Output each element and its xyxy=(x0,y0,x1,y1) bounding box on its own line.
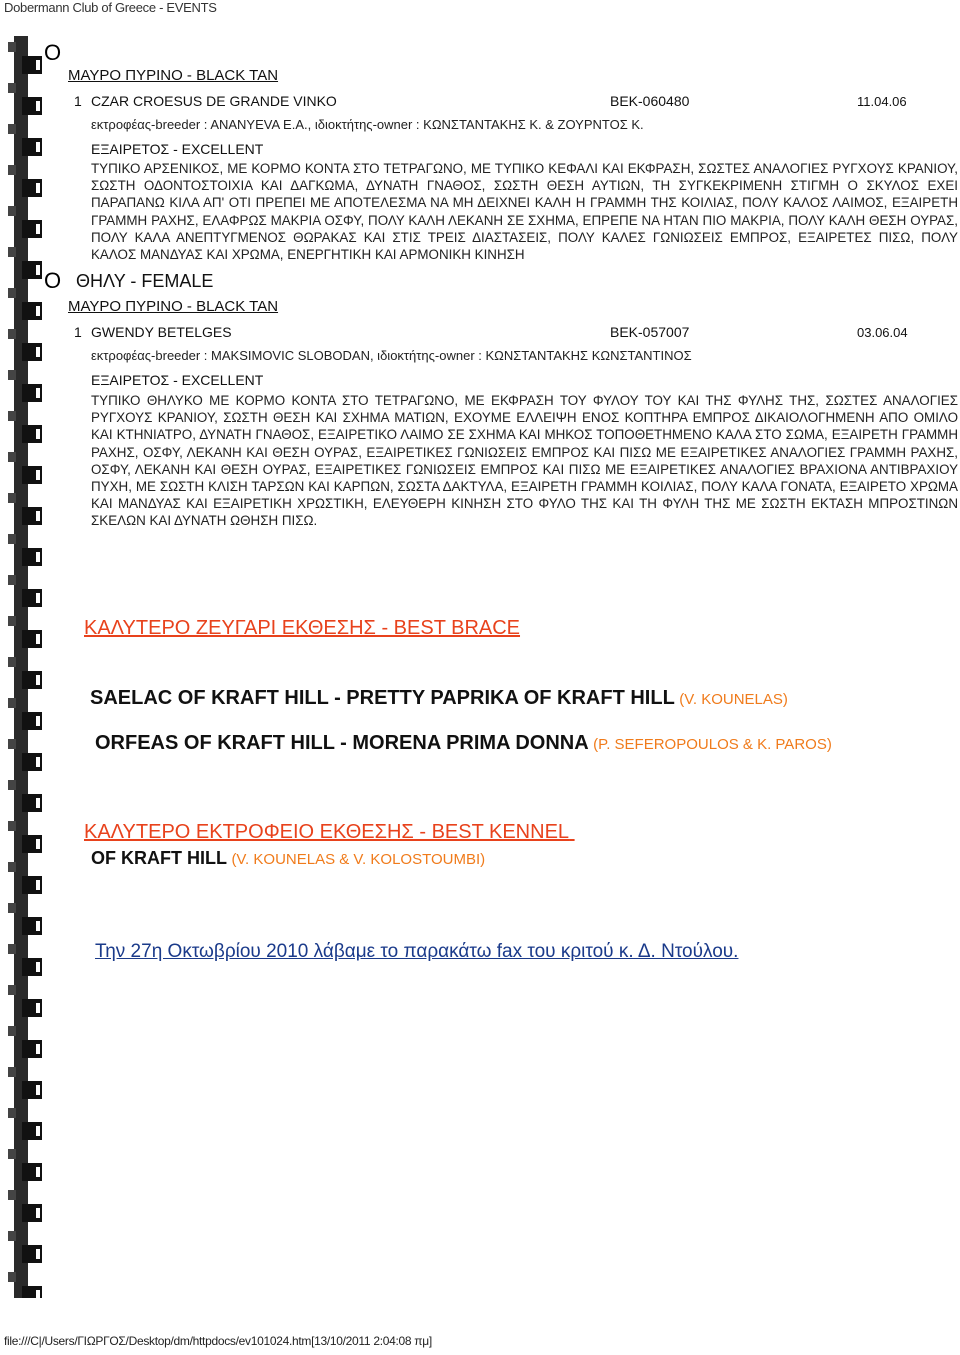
entry-dog-name: CZAR CROESUS DE GRANDE VINKO xyxy=(91,93,337,109)
brace-pair xyxy=(90,687,788,710)
filmstrip-hole xyxy=(36,962,40,972)
best-kennel-heading xyxy=(84,821,575,844)
kennel-owner: (V. KOUNELAS & V. KOLOSTOUMBI) xyxy=(231,851,486,868)
critique-text: ΤΥΠΙΚΟ ΑΡΣΕΝΙΚΟΣ, ΜΕ ΚΟΡΜΟ ΚΟΝΤΑ ΣΤΟ ΤΕΤΡΑΓΩΝΟ, ΜΕ ΤΥΠΙΚΟ ΚΕΦΑΛΙ ΚΑΙ ΕΚΦΡΑΣΗ, ΣΩΣΤΕΣ ΑΝΑΛΟΓΙΕΣ ΡΥΓΧΟΥΣ ΚΡΑΝΙΟΥ, ΣΩΣΤΗ ΟΔΟΝΤΟΣΤΟΙΧΙΑ ΚΑΙ ΔΑΓΚΩΜΑ, ΔΥΝΑΤΗ ΓΝΑΘΟΣ, ΣΩΣΤΗ ΘΕΣΗ ΑΥΤΙΩΝ, ΤΗ ΣΥΓΚΕΚΡΙΜΕΝΗ ΣΤΙΓΜΗ Ο ΣΚΥΛΟΣ ΕΧΕΙ ΠΑΡΑΠΑΝΩ ΚΙΛΑ ΑΠ' ΟΤΙ ΠΡΕΠΕΙ ΜΕ ΑΠΟΤΕΛΕΣΜΑ ΝΑ ΜΗ ΔΕΙΧΝΕΙ ΚΑΛΗ Η ΓΡΑΜΜΗ ΤΗΣ ΚΟΙΛΙΑΣ, ΠΟΛΥ ΚΑΛΟΣ ΛΑΙΜΟΣ, ΕΞΑΙΡΕΤΗ ΓΡΑΜΜΗ ΡΑΧΗΣ, ΕΛΑΦΡΩΣ ΜΑΚΡΙΑ ΟΣΦΥ, ΠΟΛΥ ΚΑΛΗ ΛΕΚΑΝΗ ΣΕ ΣΧΗΜΑ, ΕΠΡΕΠΕ ΝΑ ΗΤΑΝ ΠΙΟ ΜΑΚΡΙΑ, ΠΟΛΥ ΚΑΛΗ ΘΕΣΗ ΟΥΡΑΣ, ΠΟΛΥ ΚΑΛΑ ΑΝΕΠΤΥΓΜΕΝΟΣ ΘΩΡΑΚΑΣ ΚΑΙ ΣΤΙΣ ΤΡΕΙΣ ΔΙΑΣΤΑΣΕΙΣ, ΠΟΛΥ ΚΑΛΕΣ ΓΩΝΙΩΣΕΙΣ ΕΜΠΡΟΣ, ΕΞΑΙΡΕΤΕΣ ΠΙΣΩ, ΠΟΛΥ ΚΑΛΟΣ ΜΑΝΔΥΑΣ ΚΑΙ ΧΡΩΜΑ, ΕΝΕΡΓΗΤΙΚΗ ΚΑΙ ΑΡΜΟΝΙΚΗ ΚΙΝΗΣΗ xyxy=(91,161,958,263)
filmstrip-notch xyxy=(8,165,16,175)
filmstrip-notch xyxy=(8,862,16,872)
kennel-name: OF KRAFT HILL xyxy=(91,848,227,868)
filmstrip-hole xyxy=(36,798,40,808)
filmstrip-notch xyxy=(8,42,16,52)
filmstrip-hole xyxy=(36,1249,40,1259)
filmstrip-hole xyxy=(36,552,40,562)
filmstrip-hole xyxy=(36,1044,40,1054)
filmstrip-notch xyxy=(8,1067,16,1077)
filmstrip-hole xyxy=(36,880,40,890)
critique-text: ΤΥΠΙΚΟ ΘΗΛΥΚΟ ΜΕ ΚΟΡΜΟ ΚΟΝΤΑ ΣΤΟ ΤΕΤΡΑΓΩΝΟ, ΜΕ ΕΚΦΡΑΣΗ ΤΟΥ ΦΥΛΟΥ ΤΟΥ ΚΑΙ ΤΗΣ ΦΥΛΗΣ ΤΗΣ, ΣΩΣΤΕΣ ΑΝΑΛΟΓΙΕΣ ΡΥΓΧΟΥΣ ΚΡΑΝΙΟΥ, ΣΩΣΤΗ ΘΕΣΗ ΚΑΙ ΣΧΗΜΑ ΜΑΤΙΩΝ, ΕΧΟΥΜΕ ΕΛΛΕΙΨΗ ΕΝΟΣ ΚΟΠΤΗΡΑ ΕΜΠΡΟΣ ΔΙΚΑΙΟΛΟΓΗΜΕΝΗ ΑΠΟ ΟΜΙΛΟ ΚΑΙ ΚΤΗΝΙΑΤΡΟ, ΔΥΝΑΤΗ ΓΝΑΘΟΣ, ΕΞΑΙΡΕΤΙΚΟ ΛΑΙΜΟ ΣΕ ΣΧΗΜΑ ΚΑΙ ΜΗΚΟΣ ΤΟΠΟΘΕΤΗΜΕΝΟ ΚΑΛΑ ΣΤΟ ΣΩΜΑ, ΕΞΑΙΡΕΤΗ ΓΡΑΜΜΗ ΡΑΧΗΣ, ΟΣΦΥ, ΛΕΚΑΝΗ ΚΑΙ ΘΕΣΗ ΟΥΡΑΣ, ΕΞΑΙΡΕΤΙΚΕΣ ΓΩΝΙΩΣΕΙΣ ΕΜΠΡΟΣ ΚΑΙ ΠΙΣΩ ΜΕ ΕΞΑΙΡΕΤΙΚΕΣ ΑΝΑΛΟΓΙΕΣ ΓΡΑΜΜΗ ΡΑΧΗΣ, ΟΣΦΥ, ΛΕΚΑΝΗ ΚΑΙ ΘΕΣΗ ΟΥΡΑΣ, ΕΞΑΙΡΕΤΙΚΕΣ ΓΩΝΙΩΣΕΙΣ ΕΜΠΡΟΣ ΚΑΙ ΠΙΣΩ ΜΕ ΕΞΑΙΡΕΤΙΚΕΣ ΑΝΑΛΟΓΙΕΣ ΒΡΑΧΙΟΝΑ ΑΝΤΙΒΡΑΧΙΟΥ ΠΥΧΗ, ΜΕ ΣΩΣΤΗ ΚΛΙΣΗ ΤΑΡΣΩΝ ΚΑΙ ΚΑΡΠΩΝ, ΣΩΣΤΑ ΔΑΚΤΥΛΑ, ΕΞΑΙΡΕΤΗ ΓΡΑΜΜΗ ΚΟΙΛΙΑΣ, ΠΟΛΥ ΚΑΛΑ ΓΟΝΑΤΑ, ΕΞΑΙΡΕΤΟ ΧΡΩΜΑ ΚΑΙ ΜΑΝΔΥΑΣ ΚΑΙ ΕΞΑΙΡΕΤΙΚΗ ΧΡΩΣΤΙΚΗ, ΕΛΕΥΘΕΡΗ ΚΙΝΗΣΗ ΣΤΟ ΦΥΛΟ ΤΗΣ ΚΑΙ ΤΗ ΦΥΛΗ ΤΗΣ ΜΕ ΣΩΣΤΗ ΕΚΤΑΣΗ ΜΠΡΟΣΤΙΝΩΝ ΣΚΕΛΩΝ ΚΑΙ ΔΥΝΑΤΗ ΩΘΗΣΗ ΠΙΣΩ. xyxy=(91,393,958,529)
filmstrip-notch xyxy=(8,124,16,134)
filmstrip-notch xyxy=(8,1231,16,1241)
breeder-owner-line: εκτροφέας-breeder : MAKSIMOVIC SLOBODAN, ιδιοκτήτης-owner : ΚΩΝΣΤΑΝΤΑΚΗΣ ΚΩΝΣΤΑΝΤΙΝΟΣ xyxy=(91,348,692,363)
brace-dogs: ORFEAS OF KRAFT HILL - MORENA PRIMA DONNA xyxy=(95,732,589,754)
filmstrip-notch xyxy=(8,411,16,421)
entry-number: 1 xyxy=(74,93,82,109)
filmstrip-notch xyxy=(8,698,16,708)
filmstrip-hole xyxy=(36,388,40,398)
filmstrip-notch xyxy=(8,616,16,626)
filmstrip-hole xyxy=(36,347,40,357)
filmstrip-notch xyxy=(8,206,16,216)
filmstrip-hole xyxy=(36,511,40,521)
filmstrip-notch xyxy=(8,329,16,339)
kennel-line xyxy=(91,848,485,869)
filmstrip-hole xyxy=(36,757,40,767)
filmstrip-hole xyxy=(36,839,40,849)
filmstrip-notch xyxy=(8,1026,16,1036)
filmstrip-notch xyxy=(8,493,16,503)
filmstrip-notch xyxy=(8,247,16,257)
filmstrip-hole xyxy=(36,716,40,726)
grade-label: ΕΞΑΙΡΕΤΟΣ - EXCELLENT xyxy=(91,141,264,157)
entry-birth-date: 03.06.04 xyxy=(857,325,908,340)
filmstrip-hole xyxy=(36,1126,40,1136)
ring-label-male: O xyxy=(44,40,62,65)
color-heading-male: ΜΑΥΡΟ ΠΥΡΙΝΟ - BLACK TAN xyxy=(68,67,279,84)
critique-female xyxy=(91,392,958,530)
filmstrip-notch xyxy=(8,83,16,93)
filmstrip-notch xyxy=(8,903,16,913)
brace-pair xyxy=(95,732,832,755)
judge-fax-link[interactable]: Την 27η Οκτωβρίου 2010 λάβαμε το παρακάτω fax του κριτού κ. Δ. Ντούλου. xyxy=(95,941,739,962)
filmstrip-hole xyxy=(36,60,40,70)
color-heading-female: ΜΑΥΡΟ ΠΥΡΙΝΟ - BLACK TAN xyxy=(68,298,279,315)
filmstrip-hole xyxy=(36,1003,40,1013)
entry-registration: BEK-057007 xyxy=(610,324,690,340)
filmstrip-notch xyxy=(8,452,16,462)
filmstrip-hole xyxy=(36,1208,40,1218)
entry-dog-name: GWENDY BETELGES xyxy=(91,324,232,340)
entry-birth-date: 11.04.06 xyxy=(857,94,907,109)
filmstrip-notch xyxy=(8,657,16,667)
filmstrip-hole xyxy=(36,1290,40,1298)
filmstrip-notch xyxy=(8,944,16,954)
brace-dogs: SAELAC OF KRAFT HILL - PRETTY PAPRIKA OF KRAFT HILL xyxy=(90,687,675,709)
filmstrip-notch xyxy=(8,1149,16,1159)
filmstrip-hole xyxy=(36,183,40,193)
filmstrip-notch xyxy=(8,985,16,995)
entry-number: 1 xyxy=(74,324,82,340)
filmstrip-notch xyxy=(8,780,16,790)
filmstrip-hole xyxy=(36,593,40,603)
filmstrip-hole xyxy=(36,429,40,439)
filmstrip-hole xyxy=(36,921,40,931)
filmstrip-hole xyxy=(36,675,40,685)
filmstrip-hole xyxy=(36,101,40,111)
filmstrip-notch xyxy=(8,575,16,585)
filmstrip-hole xyxy=(36,1167,40,1177)
filmstrip-notch xyxy=(8,739,16,749)
filmstrip-notch xyxy=(8,288,16,298)
filmstrip-hole xyxy=(36,142,40,152)
window-title: Dobermann Club of Greece - EVENTS xyxy=(4,0,217,15)
grade-label: ΕΞΑΙΡΕΤΟΣ - EXCELLENT xyxy=(91,372,264,388)
brace-owner: (V. KOUNELAS) xyxy=(679,691,788,708)
filmstrip-notch xyxy=(8,821,16,831)
filmstrip-hole xyxy=(36,634,40,644)
female-heading: ΘΗΛΥ - FEMALE xyxy=(76,271,214,291)
best-brace-heading: ΚΑΛΥΤΕΡΟ ΖΕΥΓΑΡΙ ΕΚΘΕΣΗΣ - BEST BRACE xyxy=(84,617,521,639)
filmstrip-notch xyxy=(8,534,16,544)
brace-owner: (P. SEFEROPOULOS & K. PAROS) xyxy=(593,736,832,753)
filmstrip-hole xyxy=(36,306,40,316)
filmstrip-notch xyxy=(8,1190,16,1200)
filmstrip-hole xyxy=(36,265,40,275)
filmstrip-border xyxy=(8,36,46,1298)
best-kennel-heading-text: ΚΑΛΥΤΕΡΟ ΕΚΤΡΟΦΕΙΟ ΕΚΘΕΣΗΣ - BEST KENNEL xyxy=(84,821,570,843)
critique-male xyxy=(91,160,958,263)
footer-file-path: file:///C|/Users/ΓΙΩΡΓΟΣ/Desktop/dm/httpdocs/ev101024.htm[13/10/2011 2:04:08 πμ] xyxy=(4,1334,432,1348)
filmstrip-notch xyxy=(8,1272,16,1282)
filmstrip-hole xyxy=(36,224,40,234)
ring-label-female: O xyxy=(44,268,62,293)
breeder-owner-line: εκτροφέας-breeder : ANANYEVA E.A., ιδιοκτήτης-owner : ΚΩΝΣΤΑΝΤΑΚΗΣ Κ. & ΖΟΥΡΝΤΟΣ Κ. xyxy=(91,117,644,132)
filmstrip-hole xyxy=(36,470,40,480)
filmstrip-notch xyxy=(8,1108,16,1118)
entry-registration: BEK-060480 xyxy=(610,93,690,109)
filmstrip-notch xyxy=(8,370,16,380)
filmstrip-hole xyxy=(36,1085,40,1095)
